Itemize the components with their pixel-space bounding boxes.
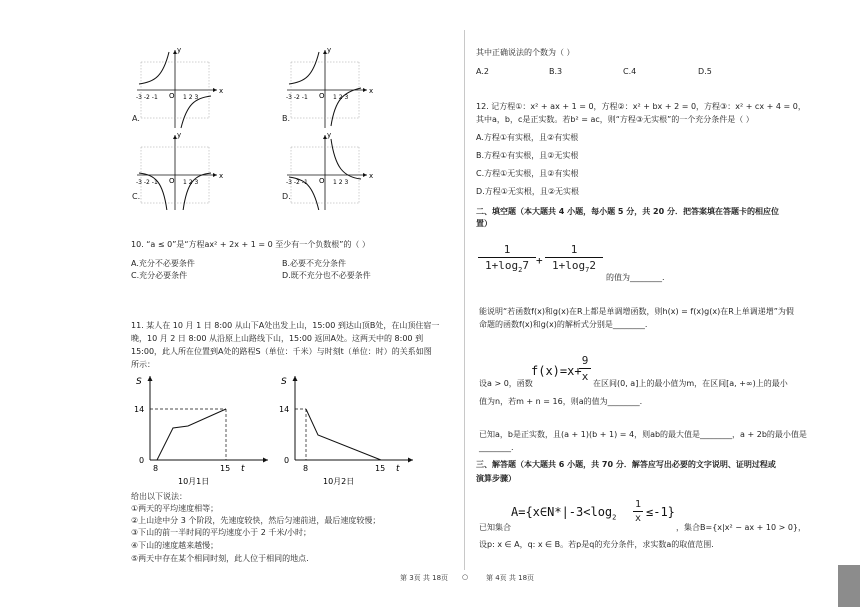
q12-line1: 12. 记方程①：x² + ax + 1 = 0，方程②：x² + bx + 2 = 0，方程③：x² + cx + 4 = 0， bbox=[476, 102, 806, 111]
q15-fraction: $\frac{9}{x}$ bbox=[579, 354, 591, 383]
q12-option-b: B.方程①有实根，且②无实根 bbox=[476, 151, 579, 160]
q17-pre: 已知集合 bbox=[479, 523, 511, 532]
svg-text:O: O bbox=[169, 92, 175, 100]
q11-option-d: D.5 bbox=[698, 67, 712, 76]
svg-text:x: x bbox=[219, 87, 224, 95]
q17-set-a: $A=\{x\in N*|-3<\log_2$ bbox=[511, 505, 617, 522]
q11-tail: 其中正确说法的个数为（ ） bbox=[476, 48, 575, 57]
option-label-b: B. bbox=[282, 114, 291, 123]
q11-line4: 所示： bbox=[131, 360, 155, 369]
q11-statement-4: ④下山的速度越来越慢； bbox=[131, 541, 219, 550]
q17-fraction: $\frac{1}{x}$ bbox=[634, 499, 642, 524]
q11-given: 给出以下说法： bbox=[131, 492, 187, 501]
svg-text:14: 14 bbox=[134, 405, 145, 414]
svg-text:y: y bbox=[177, 131, 182, 139]
q12-option-d: D.方程①无实根，且②无实根 bbox=[476, 187, 580, 196]
q10-option-a: A.充分不必要条件 bbox=[131, 259, 195, 268]
svg-text:t: t bbox=[396, 464, 400, 474]
q15-line2: 值为n，若m + n = 16，则a的值为________. bbox=[479, 397, 643, 406]
q11-option-c: C.4 bbox=[623, 67, 637, 76]
svg-text:-3 -2 -1: -3 -2 -1 bbox=[286, 179, 308, 186]
section2-title-line1: 二、填空题（本大题共 4 小题，每小题 5 分，共 20 分．把答案填在答题卡的相应位 bbox=[476, 207, 779, 216]
q11-statement-1: ①两天的平均速度相等； bbox=[131, 504, 219, 513]
svg-text:S: S bbox=[281, 377, 287, 387]
svg-text:-3 -2 -1: -3 -2 -1 bbox=[136, 179, 158, 186]
graph-b bbox=[286, 46, 373, 128]
option-label-c: C. bbox=[132, 192, 141, 201]
svg-text:x: x bbox=[369, 87, 374, 95]
q13-fraction-1: $\frac{1}{1+\log_27}$ bbox=[478, 243, 536, 274]
svg-text:O: O bbox=[319, 177, 325, 185]
svg-text:x: x bbox=[369, 172, 374, 180]
svg-text:O: O bbox=[169, 177, 175, 185]
svg-text:y: y bbox=[327, 46, 332, 54]
section3-title-line1: 三、解答题（本大题共 6 小题，共 70 分．解答应写出必要的文字说明、证明过程或 bbox=[476, 460, 776, 469]
graph-oct1 bbox=[128, 372, 273, 487]
q11-line1: 11. 某人在 10 月 1 日 8:00 从山下A处出发上山，15:00 到达山顶B处，在山顶住宿一 bbox=[131, 321, 440, 330]
q12-option-c: C.方程①无实根，且②有实根 bbox=[476, 169, 579, 178]
svg-text:-3 -2 -1: -3 -2 -1 bbox=[136, 94, 158, 101]
svg-text:y: y bbox=[177, 46, 182, 54]
graph-c bbox=[136, 131, 223, 210]
q13-suffix: 的值为________. bbox=[606, 273, 665, 282]
side-tab[interactable] bbox=[838, 565, 860, 607]
svg-text:x: x bbox=[219, 172, 224, 180]
svg-text:S: S bbox=[136, 377, 142, 387]
q17-tail: ≤-1} bbox=[646, 505, 675, 519]
q16-line2: ________. bbox=[479, 443, 514, 452]
q10-option-b: B.必要不充分条件 bbox=[282, 259, 347, 268]
q12-line2: 其中a，b，c是正实数。若b² = ac，则“方程③无实根”的一个充分条件是（ ） bbox=[476, 115, 754, 124]
svg-text:0: 0 bbox=[139, 456, 145, 465]
q16-line1: 已知a，b是正实数，且(a + 1)(b + 1) = 4，则ab的最大值是________，a + 2b的最小值是 bbox=[479, 430, 807, 439]
q15-function: f(x)=x+ bbox=[531, 364, 582, 378]
q17-post: ，集合B={x|x² − ax + 10 > 0}， bbox=[676, 523, 807, 532]
q11-line3: 15:00，此人所在位置到A处的路程S（单位：千米）与时刻t（单位：时）的关系如图 bbox=[131, 347, 432, 356]
q12-option-a: A.方程①有实根，且②有实根 bbox=[476, 133, 579, 142]
option-label-a: A. bbox=[132, 114, 140, 123]
svg-text:15: 15 bbox=[375, 464, 386, 473]
page-footer-left: 第 3页 共 18页 bbox=[400, 574, 449, 582]
q10-option-c: C.充分必要条件 bbox=[131, 271, 188, 280]
q11-option-b: B.3 bbox=[549, 67, 563, 76]
option-graphs bbox=[120, 40, 380, 210]
graph-d bbox=[286, 131, 373, 210]
svg-text:O: O bbox=[319, 92, 325, 100]
svg-text:t: t bbox=[241, 464, 245, 474]
q15-mid: 在区间(0, a]上的最小值为m，在区间[a, +∞)上的最小 bbox=[593, 379, 788, 388]
svg-text:10月2日: 10月2日 bbox=[323, 477, 355, 486]
q14-line1: 能说明“若函数f(x)和g(x)在R上都是单调增函数，则h(x) = f(x)g(x)在R上单调递增”为假 bbox=[479, 307, 794, 316]
graph-a bbox=[136, 46, 223, 128]
section3-title-line2: 演算步骤） bbox=[476, 474, 516, 483]
q11-statement-5: ⑤两天中存在某个相同时刻，此人位于相同的地点. bbox=[131, 554, 309, 563]
svg-text:1 2 3: 1 2 3 bbox=[333, 94, 349, 101]
svg-text:1 2 3: 1 2 3 bbox=[333, 179, 349, 186]
q11-line2: 晚，10 月 2 日 8:00 从沿原上山路线下山，15:00 返回A处。这两天中的 8:00 到 bbox=[131, 334, 424, 343]
q13-fraction-2: $\frac{1}{1+\log_72}$ bbox=[545, 243, 603, 274]
svg-text:14: 14 bbox=[279, 405, 290, 414]
q14-line2: 命题的函数f(x)和g(x)的解析式分别是________. bbox=[479, 320, 648, 329]
page-footer-right: 第 4页 共 18页 bbox=[486, 574, 535, 582]
q15-pre: 设a > 0，函数 bbox=[479, 379, 533, 388]
q11-statement-2: ②上山途中分 3 个阶段，先速度较快，然后匀速前进，最后速度较慢； bbox=[131, 516, 381, 525]
svg-text:10月1日: 10月1日 bbox=[178, 477, 210, 486]
column-divider bbox=[464, 30, 465, 570]
q13-plus: + bbox=[536, 254, 543, 267]
q11-statement-3: ③下山的前一半时间的平均速度小于 2 千米/小时； bbox=[131, 528, 312, 537]
svg-text:-3 -2 -1: -3 -2 -1 bbox=[286, 94, 308, 101]
svg-text:y: y bbox=[327, 131, 332, 139]
svg-text:1 2 3: 1 2 3 bbox=[183, 94, 199, 101]
graph-oct2 bbox=[273, 372, 418, 487]
page-separator-icon: ○ bbox=[462, 573, 469, 581]
svg-text:0: 0 bbox=[284, 456, 290, 465]
svg-text:15: 15 bbox=[220, 464, 231, 473]
option-label-d: D. bbox=[282, 192, 291, 201]
q17-line2: 设p: x ∈ A，q: x ∈ B。若p是q的充分条件，求实数a的取值范围. bbox=[479, 540, 714, 549]
q10-option-d: D.既不充分也不必要条件 bbox=[282, 271, 371, 280]
svg-text:8: 8 bbox=[303, 464, 309, 473]
svg-text:8: 8 bbox=[153, 464, 159, 473]
section2-title-line2: 置） bbox=[476, 219, 492, 228]
q11-option-a: A.2 bbox=[476, 67, 489, 76]
q10-stem: 10. “a ≤ 0”是“方程ax² + 2x + 1 = 0 至少有一个负数根”的（ ） bbox=[131, 240, 370, 249]
svg-text:1 2 3: 1 2 3 bbox=[183, 179, 199, 186]
